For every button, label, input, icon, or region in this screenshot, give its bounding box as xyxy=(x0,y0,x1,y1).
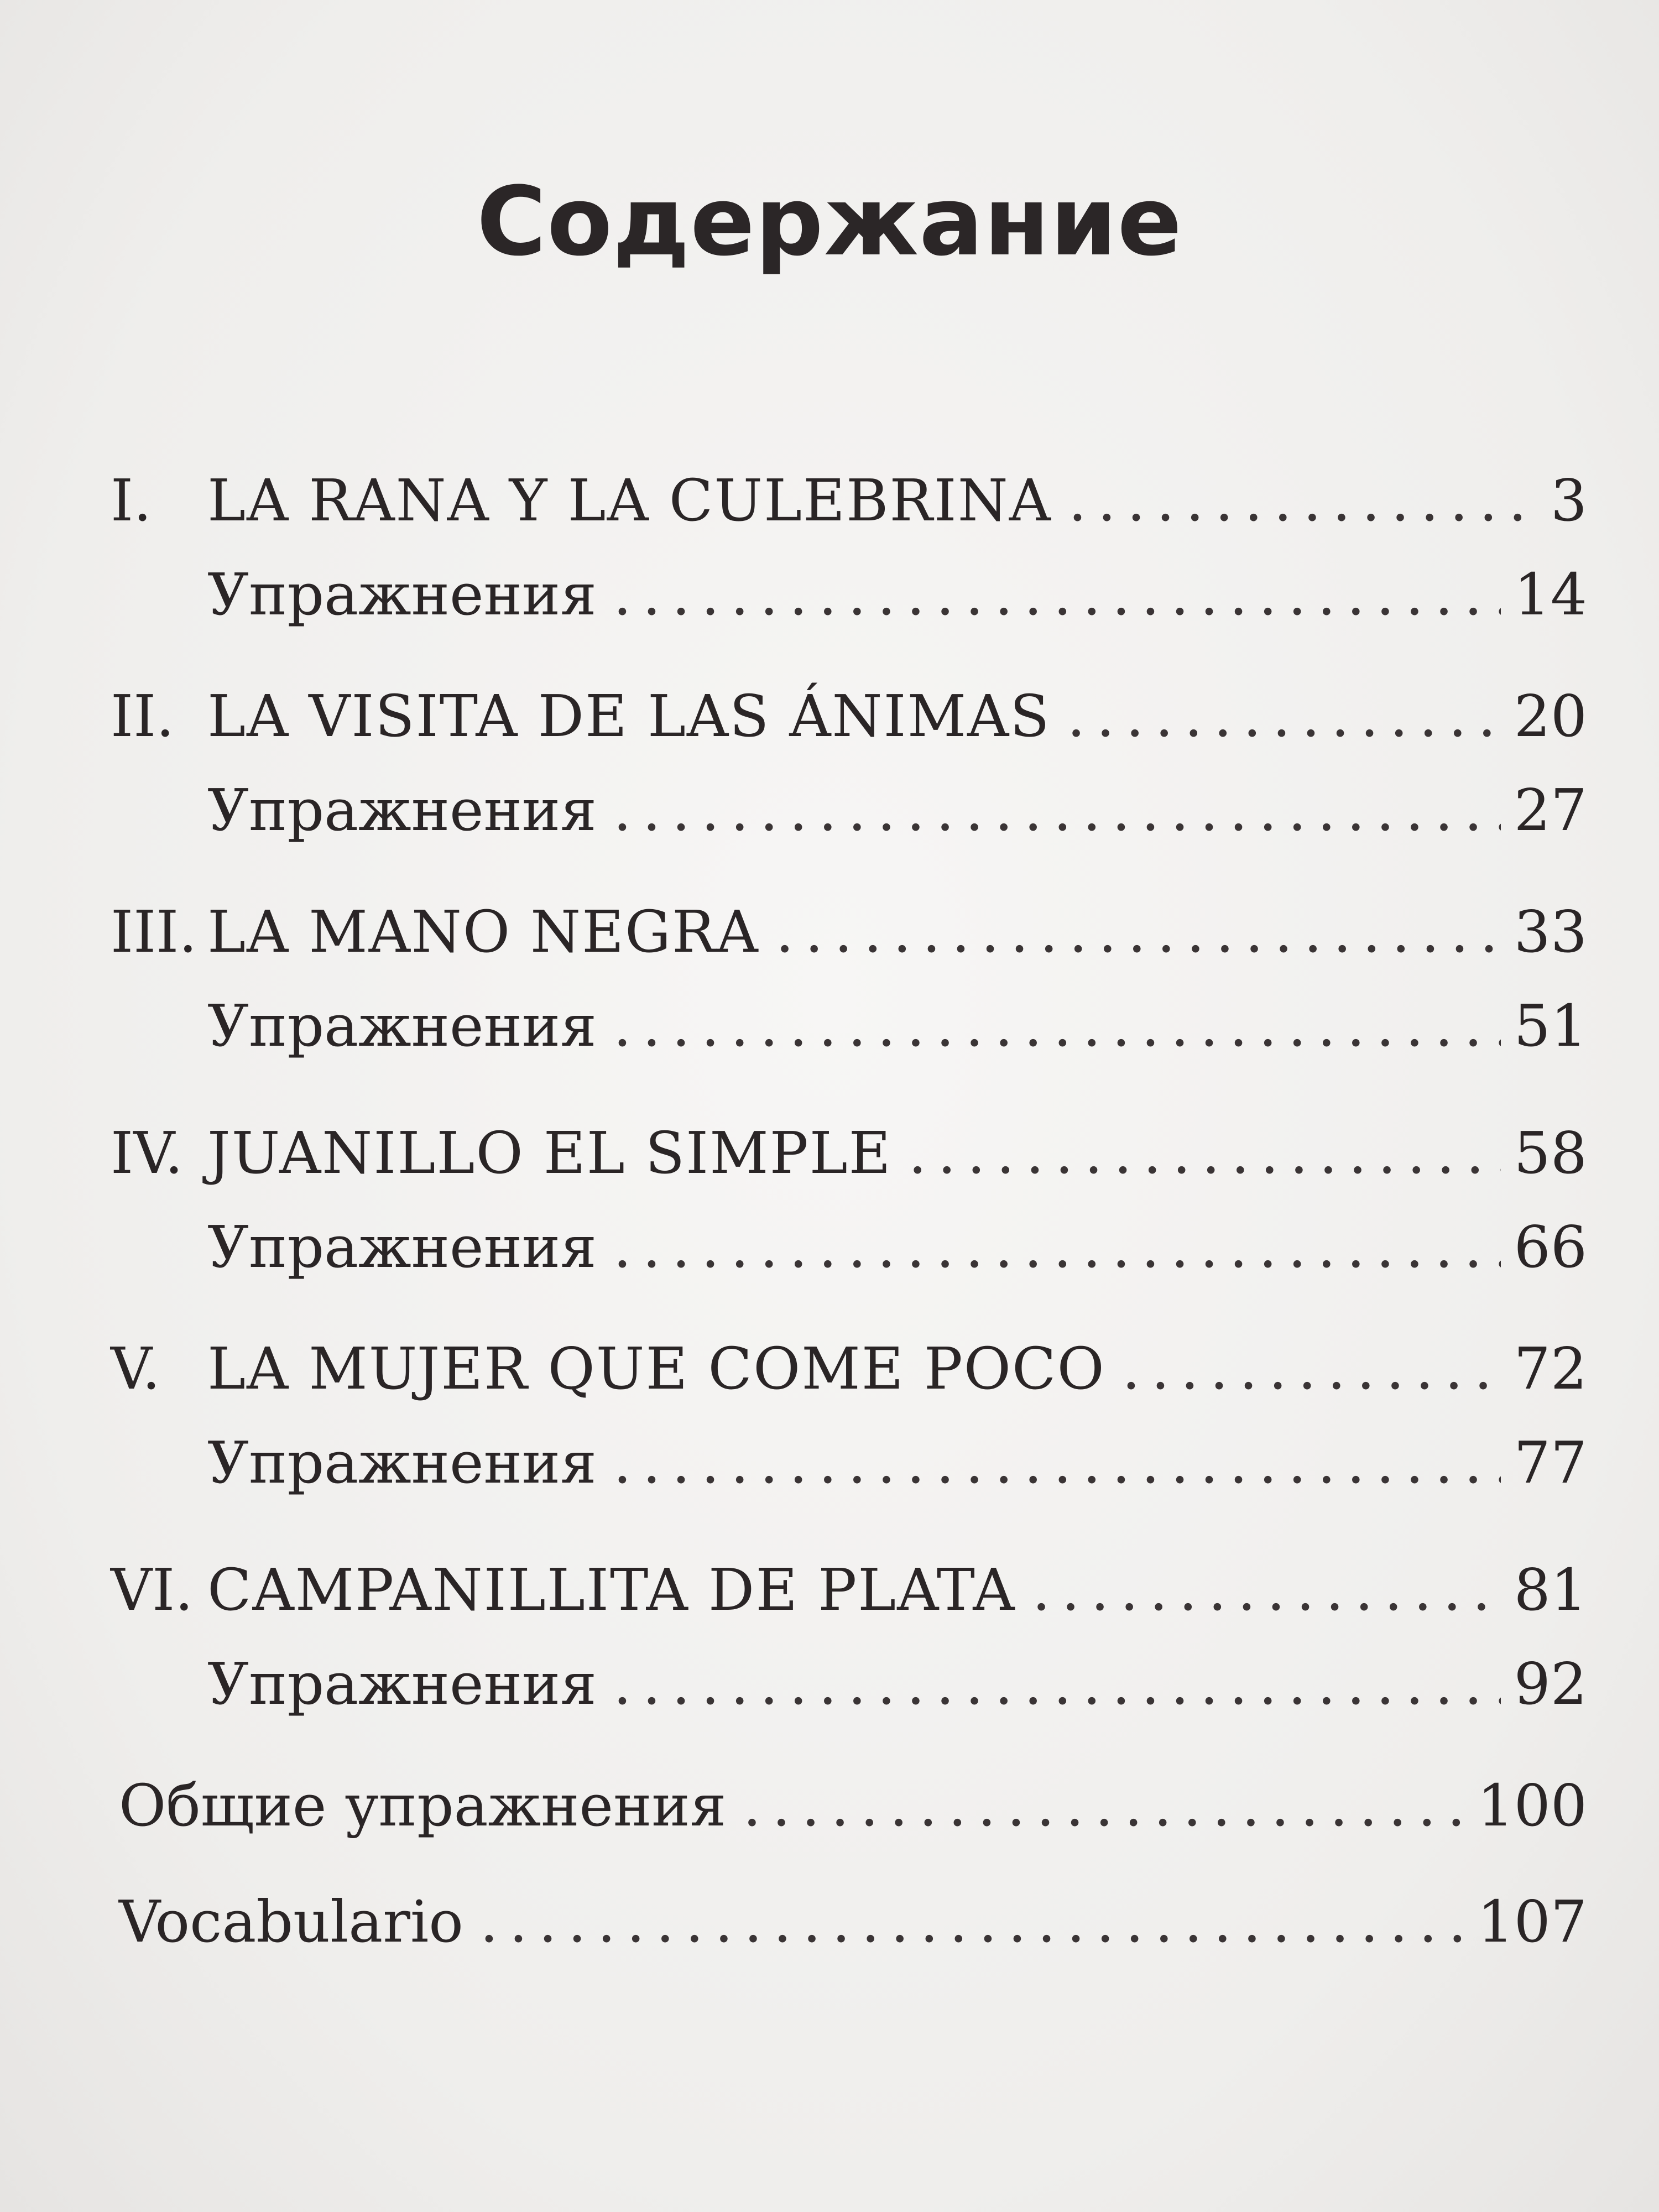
dot-leader xyxy=(613,1421,1501,1504)
toc-entry-exercises-6 xyxy=(207,1642,1587,1725)
dot-leader xyxy=(613,769,1501,852)
toc-entry-exercises-4 xyxy=(207,1206,1587,1288)
exercises-label: Упражнения xyxy=(207,1650,597,1718)
exercises-label: Упражнения xyxy=(207,776,597,844)
toc-entry-chapter-1 xyxy=(111,459,1587,542)
page-number: 92 xyxy=(1514,1650,1587,1718)
chapter-title: LA MUJER QUE COME POCO xyxy=(207,1335,1105,1402)
exercises-label: Упражнения xyxy=(207,1429,597,1496)
page-title: Содержание xyxy=(476,166,1183,277)
dot-leader xyxy=(613,1206,1501,1288)
entry-title: Vocabulario xyxy=(119,1888,463,1955)
chapter-number: I. xyxy=(111,467,152,534)
page-number: 81 xyxy=(1514,1556,1587,1624)
dot-leader xyxy=(1122,1327,1501,1410)
page-number: 66 xyxy=(1514,1213,1587,1281)
dot-leader xyxy=(613,984,1501,1067)
page-number: 14 xyxy=(1514,561,1587,628)
toc-entry-exercises-2 xyxy=(207,769,1587,852)
toc-entry-chapter-6 xyxy=(111,1548,1587,1631)
toc-entry-chapter-5 xyxy=(111,1327,1587,1410)
exercises-label: Упражнения xyxy=(207,1213,597,1281)
chapter-title: LA MANO NEGRA xyxy=(207,898,759,966)
page-number: 100 xyxy=(1477,1772,1587,1839)
page-number: 33 xyxy=(1514,898,1587,966)
dot-leader xyxy=(743,1764,1464,1847)
dot-leader xyxy=(776,890,1501,973)
dot-leader xyxy=(613,553,1501,636)
page-number: 72 xyxy=(1514,1335,1587,1402)
chapter-number: III. xyxy=(111,898,197,966)
exercises-label: Упражнения xyxy=(207,561,597,628)
page-number: 3 xyxy=(1550,467,1587,534)
chapter-number: V. xyxy=(111,1335,160,1402)
chapter-title: LA RANA Y LA CULEBRINA xyxy=(207,467,1052,534)
page-number: 58 xyxy=(1514,1119,1587,1187)
chapter-number: II. xyxy=(111,682,175,750)
chapter-title: LA VISITA DE LAS ÁNIMAS xyxy=(207,682,1051,750)
toc-entry-chapter-4 xyxy=(111,1112,1587,1194)
toc-entry-exercises-1 xyxy=(207,553,1587,636)
toc-entry-vocabulario xyxy=(119,1880,1587,1963)
page-number: 27 xyxy=(1514,776,1587,844)
chapter-title: CAMPANILLITA DE PLATA xyxy=(207,1556,1016,1624)
dot-leader xyxy=(613,1642,1501,1725)
chapter-number: VI. xyxy=(111,1556,194,1624)
page-number: 107 xyxy=(1477,1888,1587,1955)
toc-entry-exercises-5 xyxy=(207,1421,1587,1504)
dot-leader xyxy=(1068,459,1537,542)
page-number: 51 xyxy=(1514,992,1587,1060)
chapter-title: JUANILLO EL SIMPLE xyxy=(207,1119,892,1187)
toc-entry-chapter-2 xyxy=(111,675,1587,758)
dot-leader xyxy=(480,1880,1464,1963)
exercises-label: Упражнения xyxy=(207,992,597,1060)
toc-entry-general-exercises xyxy=(119,1764,1587,1847)
toc-entry-exercises-3 xyxy=(207,984,1587,1067)
toc-entry-chapter-3 xyxy=(111,890,1587,973)
dot-leader xyxy=(909,1112,1501,1194)
entry-title: Общие упражнения xyxy=(119,1772,727,1839)
dot-leader xyxy=(1067,675,1500,758)
page-number: 20 xyxy=(1514,682,1587,750)
dot-leader xyxy=(1032,1548,1500,1631)
page-number: 77 xyxy=(1514,1429,1587,1496)
chapter-number: IV. xyxy=(111,1119,184,1187)
